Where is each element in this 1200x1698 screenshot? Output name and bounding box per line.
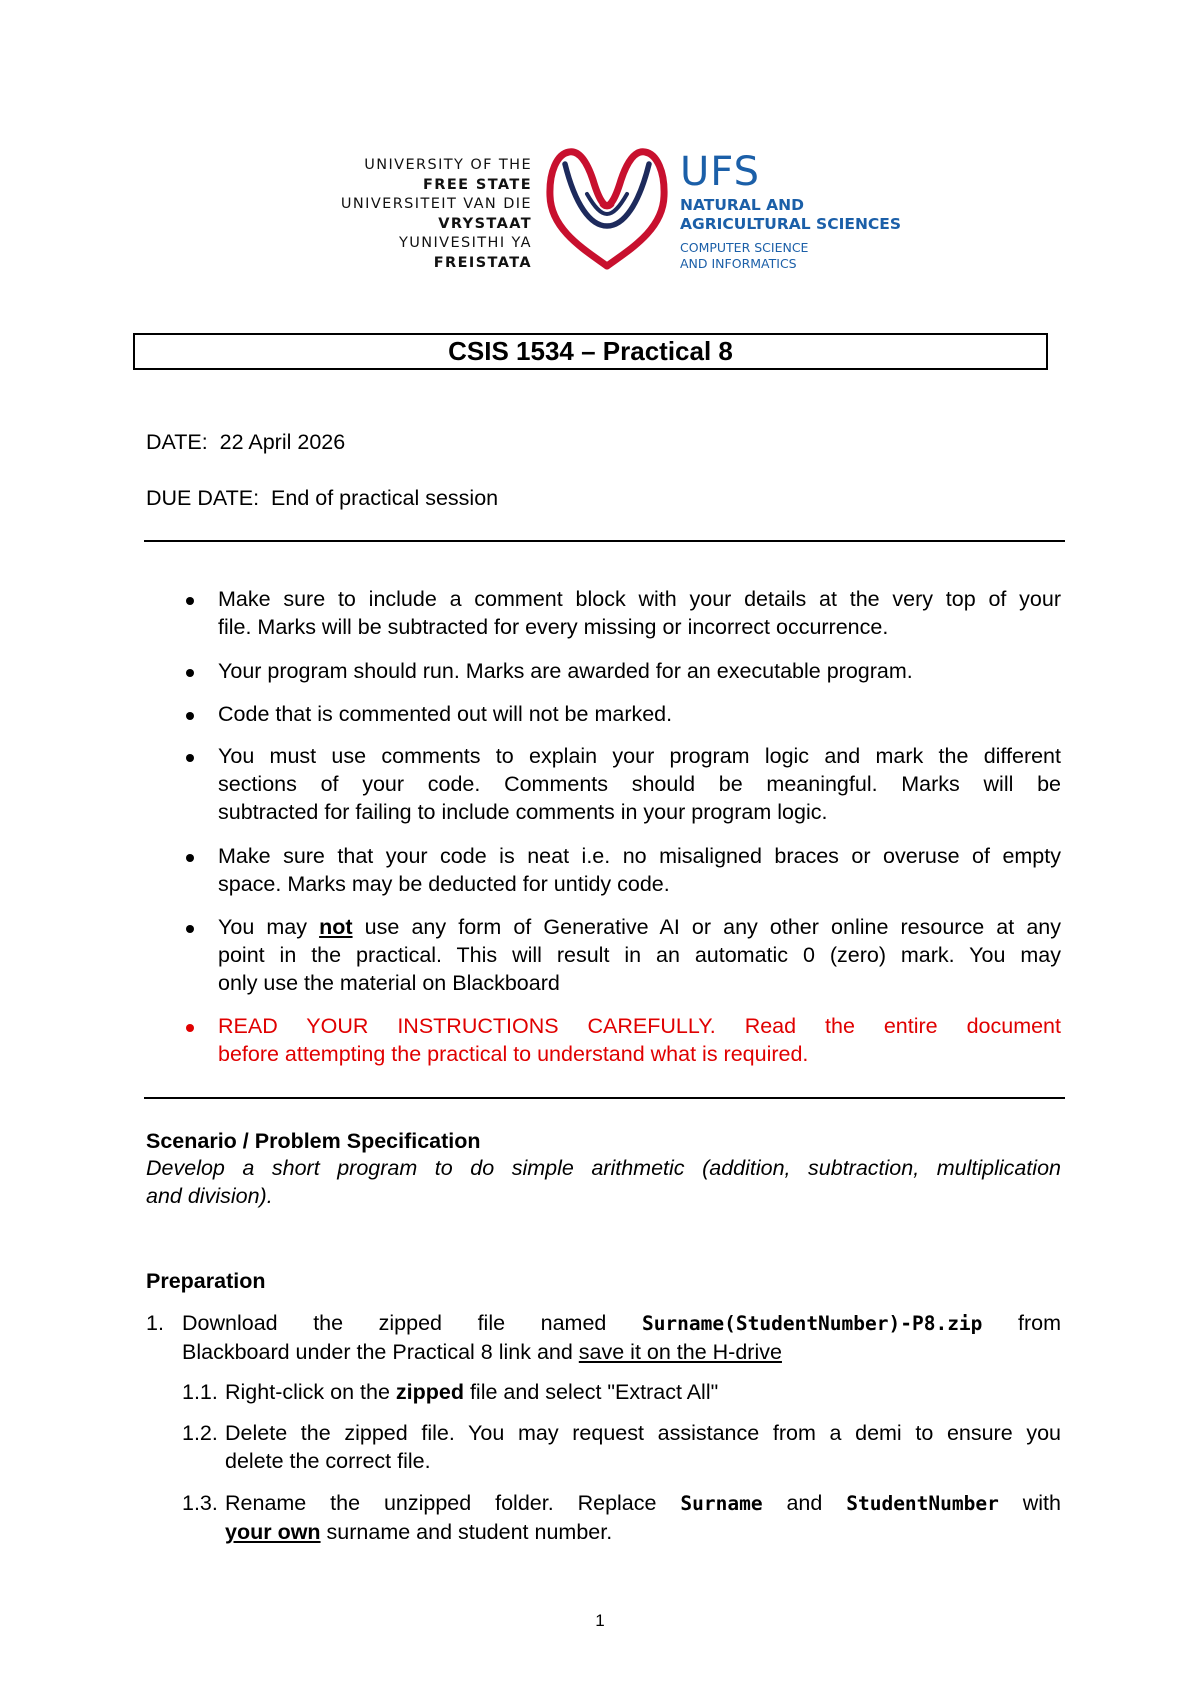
step-line bbox=[182, 1338, 1061, 1366]
bullet-icon bbox=[186, 712, 194, 720]
instruction-bullet bbox=[218, 585, 1061, 641]
bullet-line: only use the material on Blackboard bbox=[218, 971, 560, 995]
step-text: with bbox=[998, 1491, 1061, 1515]
bullet-line: file. Marks will be subtracted for every missing or incorrect occurrence. bbox=[218, 615, 889, 639]
university-name bbox=[310, 156, 532, 273]
due-date-label: DUE DATE: bbox=[146, 486, 260, 510]
university-name-line: UNIVERSITEIT VAN DIE bbox=[340, 196, 532, 212]
step-text: surname and student number. bbox=[320, 1520, 613, 1544]
instruction-bullet bbox=[218, 657, 1061, 685]
university-name-line: UNIVERSITY OF THE bbox=[364, 157, 532, 173]
bullet-line: sections of your code. Comments should be meaningful. Marks will be bbox=[218, 772, 1061, 796]
step-number: 1.2. bbox=[182, 1421, 218, 1445]
step-line: Delete the zipped file. You may request assistance from a demi to ensure you bbox=[225, 1421, 1061, 1445]
step-text: Right-click on the bbox=[225, 1380, 396, 1404]
scenario-line: and division). bbox=[146, 1184, 273, 1208]
step-number: 1. bbox=[146, 1311, 164, 1335]
bullet-icon bbox=[186, 1024, 194, 1032]
bullet-line: before attempting the practical to understand what is required. bbox=[218, 1042, 809, 1066]
department-name-line: COMPUTER SCIENCE bbox=[680, 240, 809, 255]
instruction-bullet bbox=[218, 700, 1061, 728]
bullet-line: You must use comments to explain your program logic and mark the different bbox=[218, 744, 1061, 768]
date-label: DATE: bbox=[146, 430, 208, 454]
step-line bbox=[182, 1309, 1061, 1338]
faculty-logo-text bbox=[680, 150, 901, 272]
bullet-line: Make sure that your code is neat i.e. no misaligned braces or overuse of empty bbox=[218, 844, 1061, 868]
step-text: Rename the unzipped folder. Replace bbox=[225, 1491, 681, 1515]
bullet-icon bbox=[186, 597, 194, 605]
bullet-line: point in the practical. This will result in an automatic 0 (zero) mark. You may bbox=[218, 943, 1061, 967]
instruction-bullet bbox=[218, 842, 1061, 898]
emphasis-not: not bbox=[319, 915, 353, 939]
your-own-emphasis: your own bbox=[225, 1520, 321, 1544]
scenario-line: Develop a short program to do simple arithmetic (addition, subtraction, multiplication bbox=[146, 1156, 1061, 1180]
department-name bbox=[680, 240, 901, 272]
divider bbox=[144, 540, 1065, 542]
bullet-icon bbox=[186, 854, 194, 862]
bullet-line: Your program should run. Marks are awarded for an executable program. bbox=[218, 659, 913, 683]
code-surname: Surname bbox=[680, 1492, 763, 1515]
faculty-name-line: NATURAL AND bbox=[680, 196, 804, 214]
date-value: 22 April 2026 bbox=[219, 430, 346, 454]
bullet-line: Code that is commented out will not be marked. bbox=[218, 702, 673, 726]
step-1 bbox=[182, 1309, 1061, 1366]
document-title: CSIS 1534 – Practical 8 bbox=[448, 336, 733, 366]
step-text: Download the zipped file named bbox=[182, 1311, 642, 1335]
step-1-3 bbox=[225, 1489, 1061, 1546]
zip-filename: Surname(StudentNumber)-P8.zip bbox=[641, 1312, 983, 1335]
h-drive-note: save it on the H-drive bbox=[578, 1340, 782, 1364]
faculty-name bbox=[680, 196, 901, 234]
page-number: 1 bbox=[595, 1611, 605, 1630]
step-text: file and select "Extract All" bbox=[463, 1380, 719, 1404]
university-name-line: VRYSTAAT bbox=[438, 215, 532, 232]
title-box bbox=[133, 333, 1048, 370]
instruction-bullet bbox=[218, 742, 1061, 826]
step-1-1 bbox=[225, 1378, 1061, 1406]
step-line bbox=[225, 1489, 1061, 1518]
step-line: delete the correct file. bbox=[225, 1449, 431, 1473]
bullet-line: space. Marks may be deducted for untidy code. bbox=[218, 872, 670, 896]
bullet-line: Make sure to include a comment block with your details at the very top of your bbox=[218, 587, 1061, 611]
faculty-name-line: AGRICULTURAL SCIENCES bbox=[680, 215, 902, 233]
university-name-line: FREISTATA bbox=[433, 254, 532, 271]
due-date-line bbox=[146, 484, 498, 512]
step-text: and bbox=[762, 1491, 847, 1515]
bullet-text: You may bbox=[218, 915, 320, 939]
step-number: 1.3. bbox=[182, 1491, 218, 1515]
bullet-icon bbox=[186, 669, 194, 677]
scenario-description bbox=[146, 1154, 1061, 1210]
instruction-bullet bbox=[218, 913, 1061, 997]
step-text: from bbox=[982, 1311, 1061, 1335]
bullet-icon bbox=[186, 925, 194, 933]
zipped-emphasis: zipped bbox=[395, 1380, 464, 1404]
ufs-emblem-icon bbox=[545, 144, 670, 272]
bullet-line bbox=[218, 913, 1061, 941]
department-name-line: AND INFORMATICS bbox=[680, 256, 797, 271]
bullet-icon bbox=[186, 754, 194, 762]
step-text: Blackboard under the Practical 8 link and bbox=[182, 1340, 579, 1364]
bullet-line: READ YOUR INSTRUCTIONS CAREFULLY. Read the entire document bbox=[218, 1014, 1061, 1038]
bullet-line: subtracted for failing to include comments in your program logic. bbox=[218, 800, 828, 824]
step-line bbox=[225, 1518, 1061, 1546]
scenario-heading: Scenario / Problem Specification bbox=[146, 1129, 481, 1153]
ufs-acronym: UFS bbox=[680, 149, 760, 195]
date-line bbox=[146, 428, 345, 456]
due-date-value: End of practical session bbox=[271, 486, 499, 510]
warning-bullet bbox=[218, 1012, 1061, 1068]
step-1-2 bbox=[225, 1419, 1061, 1475]
step-number: 1.1. bbox=[182, 1380, 218, 1404]
bullet-text: use any form of Generative AI or any other online resource at any bbox=[352, 915, 1061, 939]
preparation-heading: Preparation bbox=[146, 1269, 266, 1293]
university-name-line: FREE STATE bbox=[422, 176, 532, 193]
university-name-line: YUNIVESITHI YA bbox=[398, 235, 532, 251]
code-student-number: StudentNumber bbox=[846, 1492, 999, 1515]
divider bbox=[144, 1097, 1065, 1099]
